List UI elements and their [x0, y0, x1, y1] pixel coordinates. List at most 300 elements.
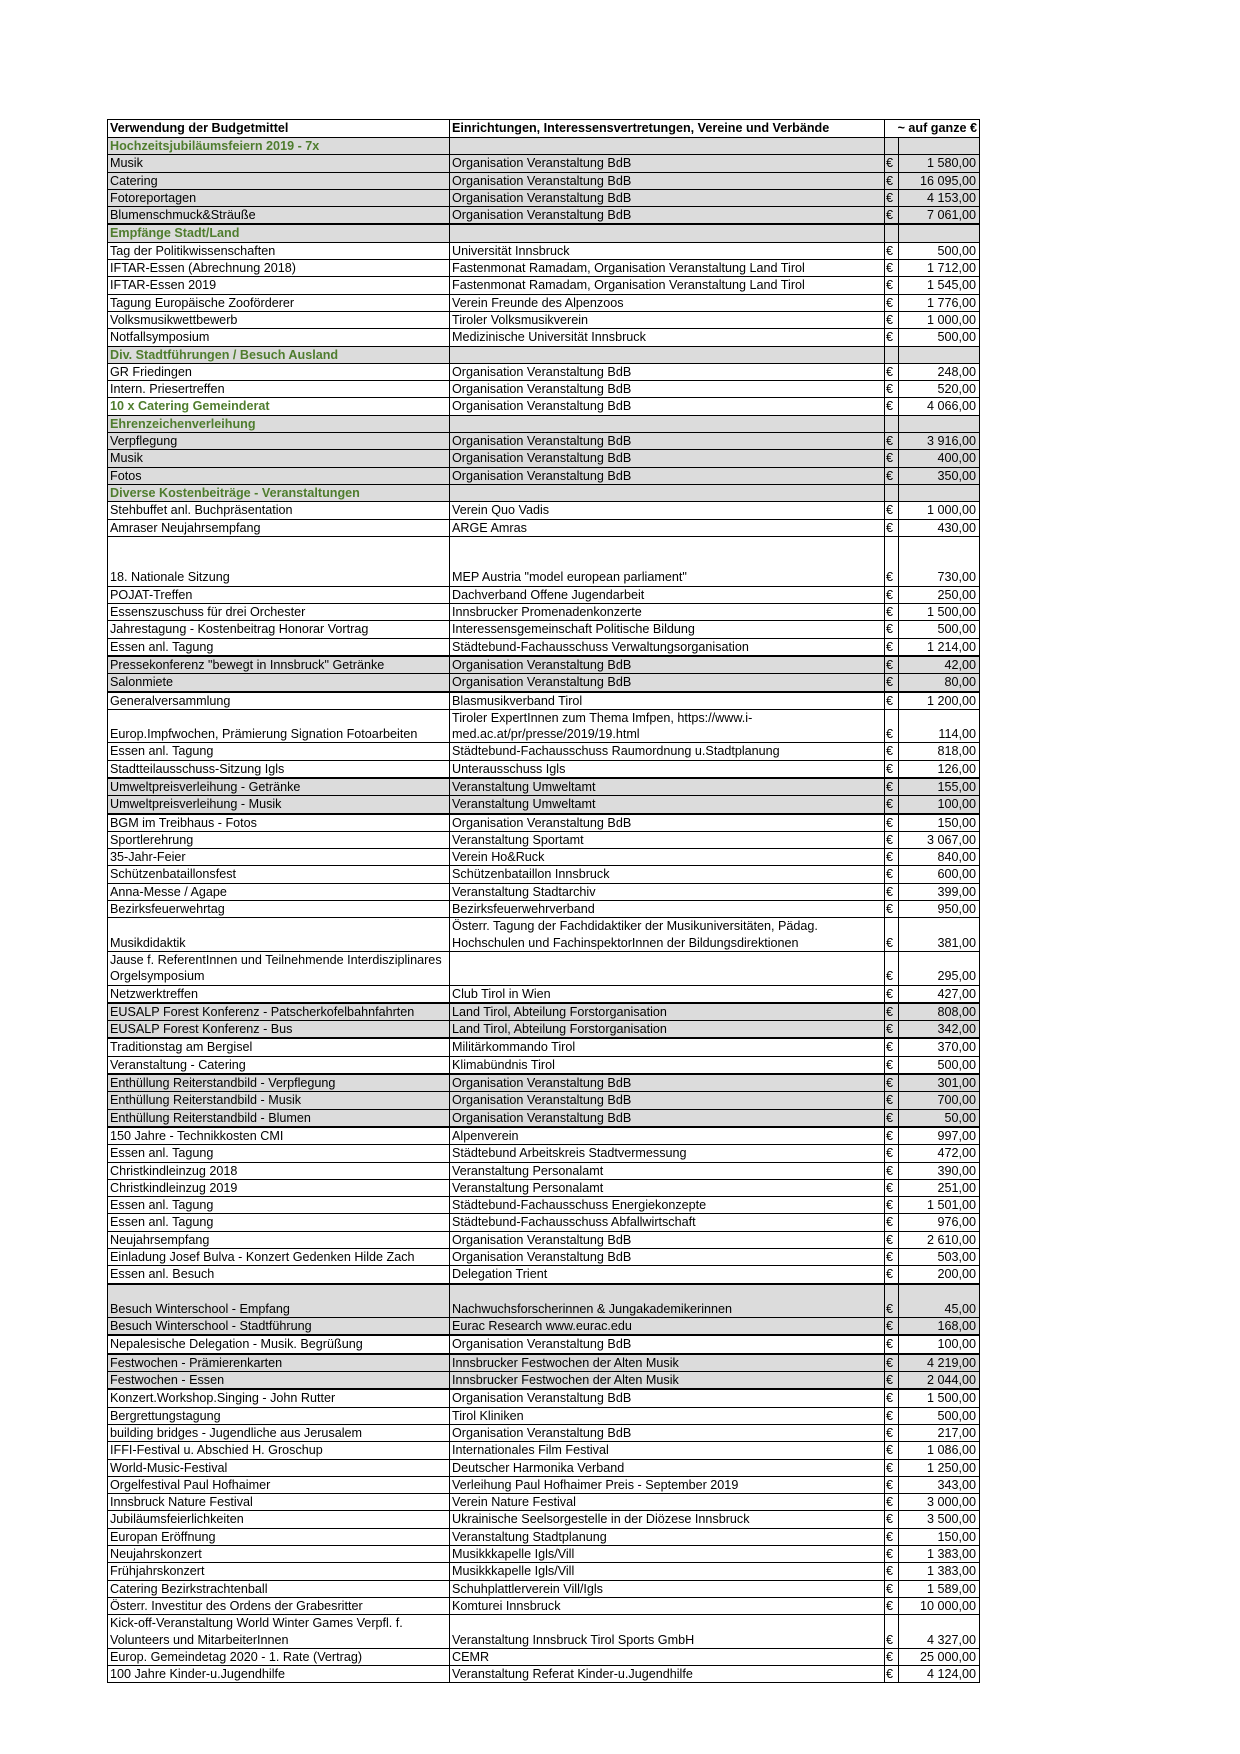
usage-cell: IFTAR-Essen (Abrechnung 2018) [108, 260, 450, 277]
institution-cell: Komturei Innsbruck [450, 1597, 885, 1614]
institution-cell: Organisation Veranstaltung BdB [450, 656, 885, 674]
currency-cell: € [885, 1580, 899, 1597]
amount-cell: 503,00 [899, 1249, 980, 1266]
institution-cell: Organisation Veranstaltung BdB [450, 450, 885, 467]
institution-cell: Land Tirol, Abteilung Forstorganisation [450, 1021, 885, 1039]
table-row [108, 242, 980, 259]
table-row [108, 1109, 980, 1127]
amount-cell: 808,00 [899, 1003, 980, 1021]
currency-cell: € [885, 1546, 899, 1563]
amount-cell: 2 610,00 [899, 1231, 980, 1248]
usage-cell: Bezirksfeuerwehrtag [108, 901, 450, 918]
usage-cell: Europ.Impfwochen, Prämierung Signation Fotoarbeiten [108, 709, 450, 743]
table-row [108, 172, 980, 189]
usage-cell: Catering Bezirkstrachtenball [108, 1580, 450, 1597]
amount-cell: 997,00 [899, 1127, 980, 1145]
institution-cell: Club Tirol in Wien [450, 985, 885, 1003]
amount-cell: 1 200,00 [899, 692, 980, 710]
institution-cell: Tiroler Volksmusikverein [450, 311, 885, 328]
currency-cell: € [885, 586, 899, 603]
amount-cell: 1 545,00 [899, 277, 980, 294]
institution-cell: Innsbrucker Festwochen der Alten Musik [450, 1372, 885, 1390]
institution-cell [450, 415, 885, 432]
usage-cell: Stadtteilausschuss-Sitzung Igls [108, 760, 450, 778]
table-row [108, 1528, 980, 1545]
currency-cell: € [885, 363, 899, 380]
currency-cell: € [885, 638, 899, 656]
institution-cell: Verein Quo Vadis [450, 502, 885, 519]
usage-cell: Stehbuffet anl. Buchpräsentation [108, 502, 450, 519]
institution-cell: Organisation Veranstaltung BdB [450, 467, 885, 484]
institution-cell: Organisation Veranstaltung BdB [450, 1389, 885, 1407]
institution-cell: Veranstaltung Personalamt [450, 1179, 885, 1196]
institution-cell: Städtebund-Fachausschuss Verwaltungsorganisation [450, 638, 885, 656]
currency-cell: € [885, 1511, 899, 1528]
currency-cell: € [885, 207, 899, 225]
currency-cell: € [885, 621, 899, 638]
table-row [108, 1597, 980, 1614]
usage-cell: Einladung Josef Bulva - Konzert Gedenken Hilde Zach [108, 1249, 450, 1266]
table-row [108, 467, 980, 484]
currency-cell: € [885, 311, 899, 328]
amount-cell: 500,00 [899, 329, 980, 346]
table-row [108, 866, 980, 883]
currency-cell: € [885, 1162, 899, 1179]
amount-cell: 730,00 [899, 536, 980, 586]
currency-cell: € [885, 502, 899, 519]
amount-cell: 370,00 [899, 1038, 980, 1056]
currency-cell: € [885, 760, 899, 778]
table-row [108, 1442, 980, 1459]
amount-cell: 500,00 [899, 1056, 980, 1074]
usage-cell: Salonmiete [108, 674, 450, 692]
currency-cell: € [885, 1038, 899, 1056]
amount-cell: 1 086,00 [899, 1442, 980, 1459]
amount-cell: 217,00 [899, 1424, 980, 1441]
usage-cell: Bergrettungstagung [108, 1407, 450, 1424]
table-row [108, 1266, 980, 1284]
amount-cell: 168,00 [899, 1318, 980, 1336]
institution-cell: Interessensgemeinschaft Politische Bildung [450, 621, 885, 638]
amount-cell: 3 916,00 [899, 433, 980, 450]
currency-cell: € [885, 433, 899, 450]
table-row [108, 709, 980, 743]
institution-cell: Organisation Veranstaltung BdB [450, 189, 885, 206]
institution-cell [450, 951, 885, 985]
table-row [108, 155, 980, 172]
usage-cell: Fotos [108, 467, 450, 484]
amount-cell: 4 219,00 [899, 1354, 980, 1372]
currency-cell: € [885, 1372, 899, 1390]
usage-cell: Essen anl. Besuch [108, 1266, 450, 1284]
table-row [108, 1092, 980, 1109]
currency-cell: € [885, 985, 899, 1003]
currency-cell: € [885, 918, 899, 952]
table-row [108, 433, 980, 450]
institution-cell: Verein Ho&Ruck [450, 849, 885, 866]
institution-cell: Verein Nature Festival [450, 1494, 885, 1511]
currency-cell: € [885, 1074, 899, 1092]
amount-cell [899, 138, 980, 155]
usage-cell: Nepalesische Delegation - Musik. Begrüßung [108, 1335, 450, 1353]
amount-cell: 3 067,00 [899, 831, 980, 848]
amount-cell: 500,00 [899, 621, 980, 638]
currency-cell: € [885, 1003, 899, 1021]
institution-cell: Organisation Veranstaltung BdB [450, 207, 885, 225]
section-header-row [108, 138, 980, 155]
currency-cell: € [885, 814, 899, 832]
usage-cell: Essen anl. Tagung [108, 1214, 450, 1231]
institution-cell: Organisation Veranstaltung BdB [450, 1424, 885, 1441]
amount-cell: 100,00 [899, 796, 980, 814]
usage-cell: Intern. Priesertreffen [108, 381, 450, 398]
usage-cell: Europan Eröffnung [108, 1528, 450, 1545]
table-body [108, 138, 980, 1683]
table-row [108, 743, 980, 760]
amount-cell: 126,00 [899, 760, 980, 778]
currency-cell: € [885, 831, 899, 848]
amount-cell: 500,00 [899, 1407, 980, 1424]
table-row [108, 1179, 980, 1196]
institution-cell: Bezirksfeuerwehrverband [450, 901, 885, 918]
table-row [108, 656, 980, 674]
table-row [108, 883, 980, 900]
amount-cell: 343,00 [899, 1476, 980, 1493]
table-row [108, 1476, 980, 1493]
institution-cell: Organisation Veranstaltung BdB [450, 1092, 885, 1109]
institution-cell: Eurac Research www.eurac.edu [450, 1318, 885, 1336]
usage-cell: Catering [108, 172, 450, 189]
currency-cell [885, 224, 899, 242]
table-row [108, 1249, 980, 1266]
currency-cell: € [885, 1648, 899, 1665]
section-header-row [108, 415, 980, 432]
header-row [108, 120, 980, 138]
usage-cell: World-Music-Festival [108, 1459, 450, 1476]
table-row [108, 1494, 980, 1511]
table-row [108, 1354, 980, 1372]
currency-cell: € [885, 1266, 899, 1284]
table-row [108, 1546, 980, 1563]
institution-cell: Organisation Veranstaltung BdB [450, 1249, 885, 1266]
currency-cell: € [885, 277, 899, 294]
institution-cell: Organisation Veranstaltung BdB [450, 1074, 885, 1092]
usage-cell: Enthüllung Reiterstandbild - Blumen [108, 1109, 450, 1127]
institution-cell: Nachwuchsforscherinnen & Jungakademikerinnen [450, 1284, 885, 1318]
currency-cell: € [885, 294, 899, 311]
institution-cell [450, 484, 885, 501]
institution-cell: Organisation Veranstaltung BdB [450, 1335, 885, 1353]
institution-cell: Fastenmonat Ramadam, Organisation Veranstaltung Land Tirol [450, 277, 885, 294]
amount-cell: 4 124,00 [899, 1666, 980, 1683]
institution-cell: Internationales Film Festival [450, 1442, 885, 1459]
amount-cell: 1 383,00 [899, 1546, 980, 1563]
table-row [108, 1284, 980, 1318]
usage-cell: Besuch Winterschool - Empfang [108, 1284, 450, 1318]
usage-cell: Sportlerehrung [108, 831, 450, 848]
currency-cell: € [885, 1335, 899, 1353]
currency-cell: € [885, 536, 899, 586]
table-row [108, 1424, 980, 1441]
currency-cell [885, 346, 899, 363]
currency-cell: € [885, 519, 899, 536]
usage-cell: Blumenschmuck&Sträuße [108, 207, 450, 225]
table-row [108, 1214, 980, 1231]
amount-cell: 1 580,00 [899, 155, 980, 172]
header-usage: Verwendung der Budgetmittel [108, 120, 450, 138]
institution-cell: Musikkkapelle Igls/Vill [450, 1563, 885, 1580]
usage-cell: Essen anl. Tagung [108, 1145, 450, 1162]
institution-cell: Organisation Veranstaltung BdB [450, 1231, 885, 1248]
institution-cell: Veranstaltung Umweltamt [450, 778, 885, 796]
amount-cell: 1 383,00 [899, 1563, 980, 1580]
institution-cell: Medizinische Universität Innsbruck [450, 329, 885, 346]
institution-cell: Deutscher Harmonika Verband [450, 1459, 885, 1476]
amount-cell: 50,00 [899, 1109, 980, 1127]
amount-cell: 700,00 [899, 1092, 980, 1109]
usage-cell: Österr. Investitur des Ordens der Grabesritter [108, 1597, 450, 1614]
currency-cell: € [885, 743, 899, 760]
usage-cell: EUSALP Forest Konferenz - Bus [108, 1021, 450, 1039]
usage-cell: Festwochen - Essen [108, 1372, 450, 1390]
table-row [108, 1563, 980, 1580]
amount-cell: 430,00 [899, 519, 980, 536]
amount-cell: 150,00 [899, 1528, 980, 1545]
usage-cell: IFTAR-Essen 2019 [108, 277, 450, 294]
table-row [108, 849, 980, 866]
table-row [108, 831, 980, 848]
institution-cell: Veranstaltung Innsbruck Tirol Sports GmbH [450, 1615, 885, 1649]
usage-cell: Amraser Neujahrsempfang [108, 519, 450, 536]
table-row [108, 1648, 980, 1665]
usage-cell: Verpflegung [108, 433, 450, 450]
amount-cell: 350,00 [899, 467, 980, 484]
amount-cell: 381,00 [899, 918, 980, 952]
currency-cell: € [885, 1407, 899, 1424]
currency-cell: € [885, 381, 899, 398]
currency-cell: € [885, 467, 899, 484]
currency-cell: € [885, 1127, 899, 1145]
institution-cell: Österr. Tagung der Fachdidaktiker der Musikuniversitäten, Pädag. Hochschulen und FachinspektorInnen der Bildungsdirektionen [450, 918, 885, 952]
table-row [108, 1127, 980, 1145]
amount-cell: 399,00 [899, 883, 980, 900]
usage-cell: Musik [108, 155, 450, 172]
amount-cell: 342,00 [899, 1021, 980, 1039]
amount-cell: 4 327,00 [899, 1615, 980, 1649]
amount-cell: 1 500,00 [899, 604, 980, 621]
table-row [108, 638, 980, 656]
table-row [108, 519, 980, 536]
currency-cell: € [885, 1197, 899, 1214]
section-header-row [108, 224, 980, 242]
currency-cell: € [885, 883, 899, 900]
institution-cell: Veranstaltung Umweltamt [450, 796, 885, 814]
usage-cell: IFFI-Festival u. Abschied H. Groschup [108, 1442, 450, 1459]
table-row [108, 1580, 980, 1597]
usage-cell: Orgelfestival Paul Hofhaimer [108, 1476, 450, 1493]
institution-cell: Tirol Kliniken [450, 1407, 885, 1424]
amount-cell: 520,00 [899, 381, 980, 398]
currency-cell: € [885, 1563, 899, 1580]
institution-cell [450, 224, 885, 242]
amount-cell: 4 153,00 [899, 189, 980, 206]
usage-cell: GR Friedingen [108, 363, 450, 380]
usage-cell: building bridges - Jugendliche aus Jerusalem [108, 1424, 450, 1441]
currency-cell: € [885, 1354, 899, 1372]
amount-cell: 1 250,00 [899, 1459, 980, 1476]
institution-cell: Städtebund-Fachausschuss Abfallwirtschaft [450, 1214, 885, 1231]
currency-cell: € [885, 656, 899, 674]
amount-cell: 427,00 [899, 985, 980, 1003]
currency-cell: € [885, 1424, 899, 1441]
institution-cell: Schuhplattlerverein Vill/Igls [450, 1580, 885, 1597]
table-row [108, 398, 980, 415]
amount-cell: 250,00 [899, 586, 980, 603]
usage-cell: Frühjahrskonzert [108, 1563, 450, 1580]
currency-cell: € [885, 1145, 899, 1162]
institution-cell: Veranstaltung Sportamt [450, 831, 885, 848]
amount-cell: 1 776,00 [899, 294, 980, 311]
amount-cell: 10 000,00 [899, 1597, 980, 1614]
amount-cell: 818,00 [899, 743, 980, 760]
amount-cell [899, 484, 980, 501]
usage-cell: Christkindleinzug 2019 [108, 1179, 450, 1196]
usage-cell: Essen anl. Tagung [108, 638, 450, 656]
currency-cell: € [885, 1021, 899, 1039]
institution-cell: Tiroler ExpertInnen zum Thema Imfpen, https://www.i-med.ac.at/pr/presse/2019/19.html [450, 709, 885, 743]
usage-cell: Besuch Winterschool - Stadtführung [108, 1318, 450, 1336]
institution-cell: Veranstaltung Stadtarchiv [450, 883, 885, 900]
usage-cell: Generalversammlung [108, 692, 450, 710]
usage-cell: Diverse Kostenbeiträge - Veranstaltungen [108, 484, 450, 501]
amount-cell: 472,00 [899, 1145, 980, 1162]
table-row [108, 277, 980, 294]
table-row [108, 536, 980, 586]
institution-cell: Veranstaltung Referat Kinder-u.Jugendhilfe [450, 1666, 885, 1683]
currency-cell: € [885, 1092, 899, 1109]
currency-cell: € [885, 1528, 899, 1545]
institution-cell: Verleihung Paul Hofhaimer Preis - September 2019 [450, 1476, 885, 1493]
currency-cell [885, 484, 899, 501]
usage-cell: Umweltpreisverleihung - Getränke [108, 778, 450, 796]
section-header-row [108, 484, 980, 501]
institution-cell [450, 138, 885, 155]
amount-cell: 500,00 [899, 242, 980, 259]
usage-cell: Anna-Messe / Agape [108, 883, 450, 900]
usage-cell: Jubiläumsfeierlichkeiten [108, 1511, 450, 1528]
amount-cell: 4 066,00 [899, 398, 980, 415]
institution-cell: Organisation Veranstaltung BdB [450, 1109, 885, 1127]
institution-cell: Organisation Veranstaltung BdB [450, 381, 885, 398]
table-row [108, 502, 980, 519]
institution-cell: Organisation Veranstaltung BdB [450, 363, 885, 380]
usage-cell: Traditionstag am Bergisel [108, 1038, 450, 1056]
usage-cell: Netzwerktreffen [108, 985, 450, 1003]
usage-cell: Konzert.Workshop.Singing - John Rutter [108, 1389, 450, 1407]
amount-cell: 248,00 [899, 363, 980, 380]
institution-cell: Städtebund Arbeitskreis Stadtvermessung [450, 1145, 885, 1162]
table-row [108, 1021, 980, 1039]
table-row [108, 260, 980, 277]
table-row [108, 778, 980, 796]
currency-cell: € [885, 901, 899, 918]
currency-cell: € [885, 1179, 899, 1196]
currency-cell: € [885, 674, 899, 692]
usage-cell: Essenszuschuss für drei Orchester [108, 604, 450, 621]
institution-cell: Verein Freunde des Alpenzoos [450, 294, 885, 311]
amount-cell: 3 500,00 [899, 1511, 980, 1528]
currency-cell: € [885, 1459, 899, 1476]
usage-cell: Neujahrsempfang [108, 1231, 450, 1248]
usage-cell: Enthüllung Reiterstandbild - Musik [108, 1092, 450, 1109]
usage-cell: Jahrestagung - Kostenbeitrag Honorar Vortrag [108, 621, 450, 638]
currency-cell: € [885, 709, 899, 743]
table-row [108, 692, 980, 710]
table-row [108, 918, 980, 952]
header-institutions: Einrichtungen, Interessensvertretungen, Vereine und Verbände [450, 120, 885, 138]
usage-cell: Essen anl. Tagung [108, 1197, 450, 1214]
amount-cell: 400,00 [899, 450, 980, 467]
amount-cell: 1 712,00 [899, 260, 980, 277]
section-header-row [108, 346, 980, 363]
amount-cell: 7 061,00 [899, 207, 980, 225]
amount-cell: 1 589,00 [899, 1580, 980, 1597]
institution-cell: Ukrainische Seelsorgestelle in der Diözese Innsbruck [450, 1511, 885, 1528]
amount-cell: 976,00 [899, 1214, 980, 1231]
currency-cell: € [885, 796, 899, 814]
table-row [108, 586, 980, 603]
institution-cell: Land Tirol, Abteilung Forstorganisation [450, 1003, 885, 1021]
usage-cell: Festwochen - Prämierenkarten [108, 1354, 450, 1372]
table-row [108, 450, 980, 467]
usage-cell: Neujahrskonzert [108, 1546, 450, 1563]
institution-cell: Innsbrucker Festwochen der Alten Musik [450, 1354, 885, 1372]
table-row [108, 901, 980, 918]
usage-cell: Kick-off-Veranstaltung World Winter Games Verpfl. f. Volunteers und MitarbeiterInnen [108, 1615, 450, 1649]
amount-cell: 80,00 [899, 674, 980, 692]
amount-cell: 200,00 [899, 1266, 980, 1284]
institution-cell: Veranstaltung Stadtplanung [450, 1528, 885, 1545]
header-amount: ~ auf ganze € [885, 120, 980, 138]
usage-cell: Tagung Europäische Zooförderer [108, 294, 450, 311]
table-row [108, 760, 980, 778]
currency-cell: € [885, 155, 899, 172]
currency-cell: € [885, 1615, 899, 1649]
institution-cell: Schützenbataillon Innsbruck [450, 866, 885, 883]
institution-cell: Organisation Veranstaltung BdB [450, 433, 885, 450]
table-row [108, 1145, 980, 1162]
table-row [108, 1666, 980, 1683]
amount-cell: 2 044,00 [899, 1372, 980, 1390]
table-row [108, 1407, 980, 1424]
amount-cell: 1 501,00 [899, 1197, 980, 1214]
usage-cell: BGM im Treibhaus - Fotos [108, 814, 450, 832]
usage-cell: Musik [108, 450, 450, 467]
currency-cell: € [885, 242, 899, 259]
amount-cell: 390,00 [899, 1162, 980, 1179]
institution-cell: Städtebund-Fachausschuss Energiekonzepte [450, 1197, 885, 1214]
amount-cell: 25 000,00 [899, 1648, 980, 1665]
institution-cell: Musikkkapelle Igls/Vill [450, 1546, 885, 1563]
table-row [108, 1511, 980, 1528]
usage-cell: 150 Jahre - Technikkosten CMI [108, 1127, 450, 1145]
usage-cell: Fotoreportagen [108, 189, 450, 206]
currency-cell: € [885, 1284, 899, 1318]
institution-cell: Organisation Veranstaltung BdB [450, 674, 885, 692]
amount-cell: 114,00 [899, 709, 980, 743]
amount-cell: 600,00 [899, 866, 980, 883]
amount-cell: 1 000,00 [899, 502, 980, 519]
